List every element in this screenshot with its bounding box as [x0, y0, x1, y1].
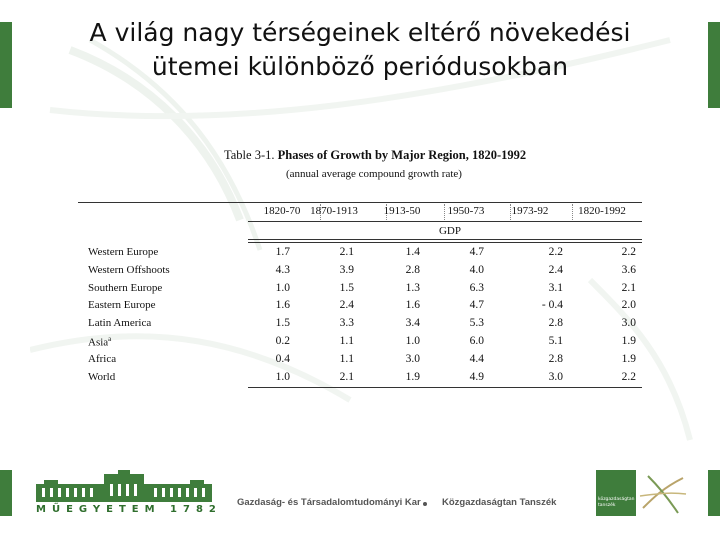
department-logo: [596, 470, 636, 516]
section-rule: [248, 239, 642, 240]
table-cell: 2.8: [548, 317, 563, 330]
table-cell: 3.1: [548, 281, 563, 294]
column-header: 1870-1913: [310, 205, 358, 217]
row-label: [88, 282, 162, 294]
table-caption: [224, 148, 526, 163]
table-cell: 5.1: [548, 335, 563, 347]
region-name: Southern Europe: [88, 281, 163, 294]
table-cell: 0.2: [275, 335, 290, 347]
table-cell: 1.5: [275, 317, 290, 330]
table-cell: 3.6: [621, 263, 636, 276]
table-cell: 2.2: [621, 246, 636, 258]
table-cell: 1.9: [621, 335, 636, 347]
table-cell: 4.9: [469, 370, 484, 383]
table-cell: 1.4: [405, 246, 420, 258]
department-logo-text: [598, 497, 634, 509]
table-cell: 5.3: [469, 317, 484, 330]
column-header: 1950-73: [447, 205, 485, 217]
table-cell: 3.9: [339, 263, 354, 276]
logo-text-line-2: tanszék: [598, 503, 616, 508]
table-cell: 6.3: [469, 281, 484, 294]
table-cell: 4.7: [469, 246, 484, 258]
department-emblem-icon: [638, 468, 688, 518]
background-watermark: [30, 20, 710, 460]
table-cell: 3.0: [621, 317, 636, 330]
table-cell: 1.7: [275, 246, 290, 258]
column-header: 1973-92: [511, 205, 549, 217]
table-section-heading: GDP: [438, 225, 461, 237]
table-cell: 2.0: [621, 299, 636, 312]
department-name: Közgazdaságtan Tanszék: [442, 497, 557, 508]
faculty-name: Gazdaság- és Társadalomtudományi Kar: [237, 497, 421, 508]
table-cell: 3.4: [405, 317, 420, 330]
section-rule-double: [248, 242, 642, 243]
table-cell: 2.4: [339, 299, 354, 312]
table-cell: 1.0: [405, 335, 420, 347]
table-cell: 1.0: [275, 370, 290, 383]
table-cell: 2.8: [405, 263, 420, 276]
table-cell: 1.1: [339, 335, 354, 347]
table-cell: 2.2: [621, 370, 636, 383]
table-subtitle: (annual average compound growth rate): [286, 168, 462, 180]
row-label: [88, 317, 151, 329]
table-cell: 4.3: [275, 263, 290, 276]
region-name: Western Offshoots: [88, 263, 170, 276]
table-cell: 3.0: [548, 370, 563, 383]
table-cell: 2.2: [548, 246, 563, 258]
row-label: [88, 371, 115, 383]
table-cell: 2.1: [339, 246, 354, 258]
column-header: 1913-50: [383, 205, 421, 217]
column-header: 1820-70: [263, 205, 301, 217]
table-number: Table 3-1.: [224, 148, 275, 162]
row-label: [88, 264, 170, 276]
region-name: Western Europe: [88, 246, 159, 258]
row-label: [88, 246, 158, 258]
table-cell: 2.1: [339, 370, 354, 383]
right-bottom-accent-bar: [708, 470, 720, 516]
left-top-accent-bar: [0, 22, 12, 108]
column-header: 1820-1992: [578, 205, 626, 217]
table-cell: 6.0: [469, 335, 484, 347]
table-name: Phases of Growth by Major Region, 1820-1992: [277, 148, 527, 162]
table-cell: 4.0: [469, 263, 484, 276]
table-cell: 1.6: [275, 299, 290, 312]
row-label: [88, 335, 111, 349]
table-cell: 2.1: [621, 281, 636, 294]
table-cell: 4.4: [469, 352, 484, 365]
header-rule: [248, 221, 642, 222]
table-cell: 3.3: [339, 317, 354, 330]
region-name: Latin America: [88, 317, 152, 330]
table-cell: 1.1: [339, 352, 354, 365]
table-cell: 2.8: [548, 352, 563, 365]
slide-title: [60, 16, 660, 84]
university-name: MŰEGYETEM 1782: [36, 504, 222, 515]
row-label: [88, 299, 156, 311]
table-cell: 0.4: [275, 352, 290, 365]
table-cell: 4.7: [469, 299, 484, 312]
left-bottom-accent-bar: [0, 470, 12, 516]
table-top-rule: [78, 202, 642, 203]
slide-title-line-1: A világ nagy térségeinek eltérő növekedési: [89, 18, 631, 47]
slide-title-line-2: ütemei különböző periódusokban: [151, 52, 569, 81]
region-name: Eastern Europe: [88, 299, 156, 312]
table-cell: 2.4: [548, 263, 563, 276]
logo-text-line-1: közgazdaságtan: [598, 497, 635, 502]
table-cell: 1.3: [405, 281, 420, 294]
table-cell: 1.9: [621, 352, 636, 365]
table-cell: 1.0: [275, 281, 290, 294]
region-name: Asia: [88, 336, 109, 349]
footnote-mark: a: [108, 335, 112, 343]
table-cell: 3.0: [405, 352, 420, 365]
region-name: Africa: [88, 352, 117, 365]
separator-dot: [423, 502, 427, 506]
table-cell: 1.9: [405, 370, 420, 383]
table-cell: 1.5: [339, 281, 354, 294]
table-bottom-rule: [248, 387, 642, 388]
row-label: [88, 353, 116, 365]
table-cell: - 0.4: [541, 299, 563, 312]
table-cell: 1.6: [405, 299, 420, 312]
region-name: World: [88, 370, 116, 383]
